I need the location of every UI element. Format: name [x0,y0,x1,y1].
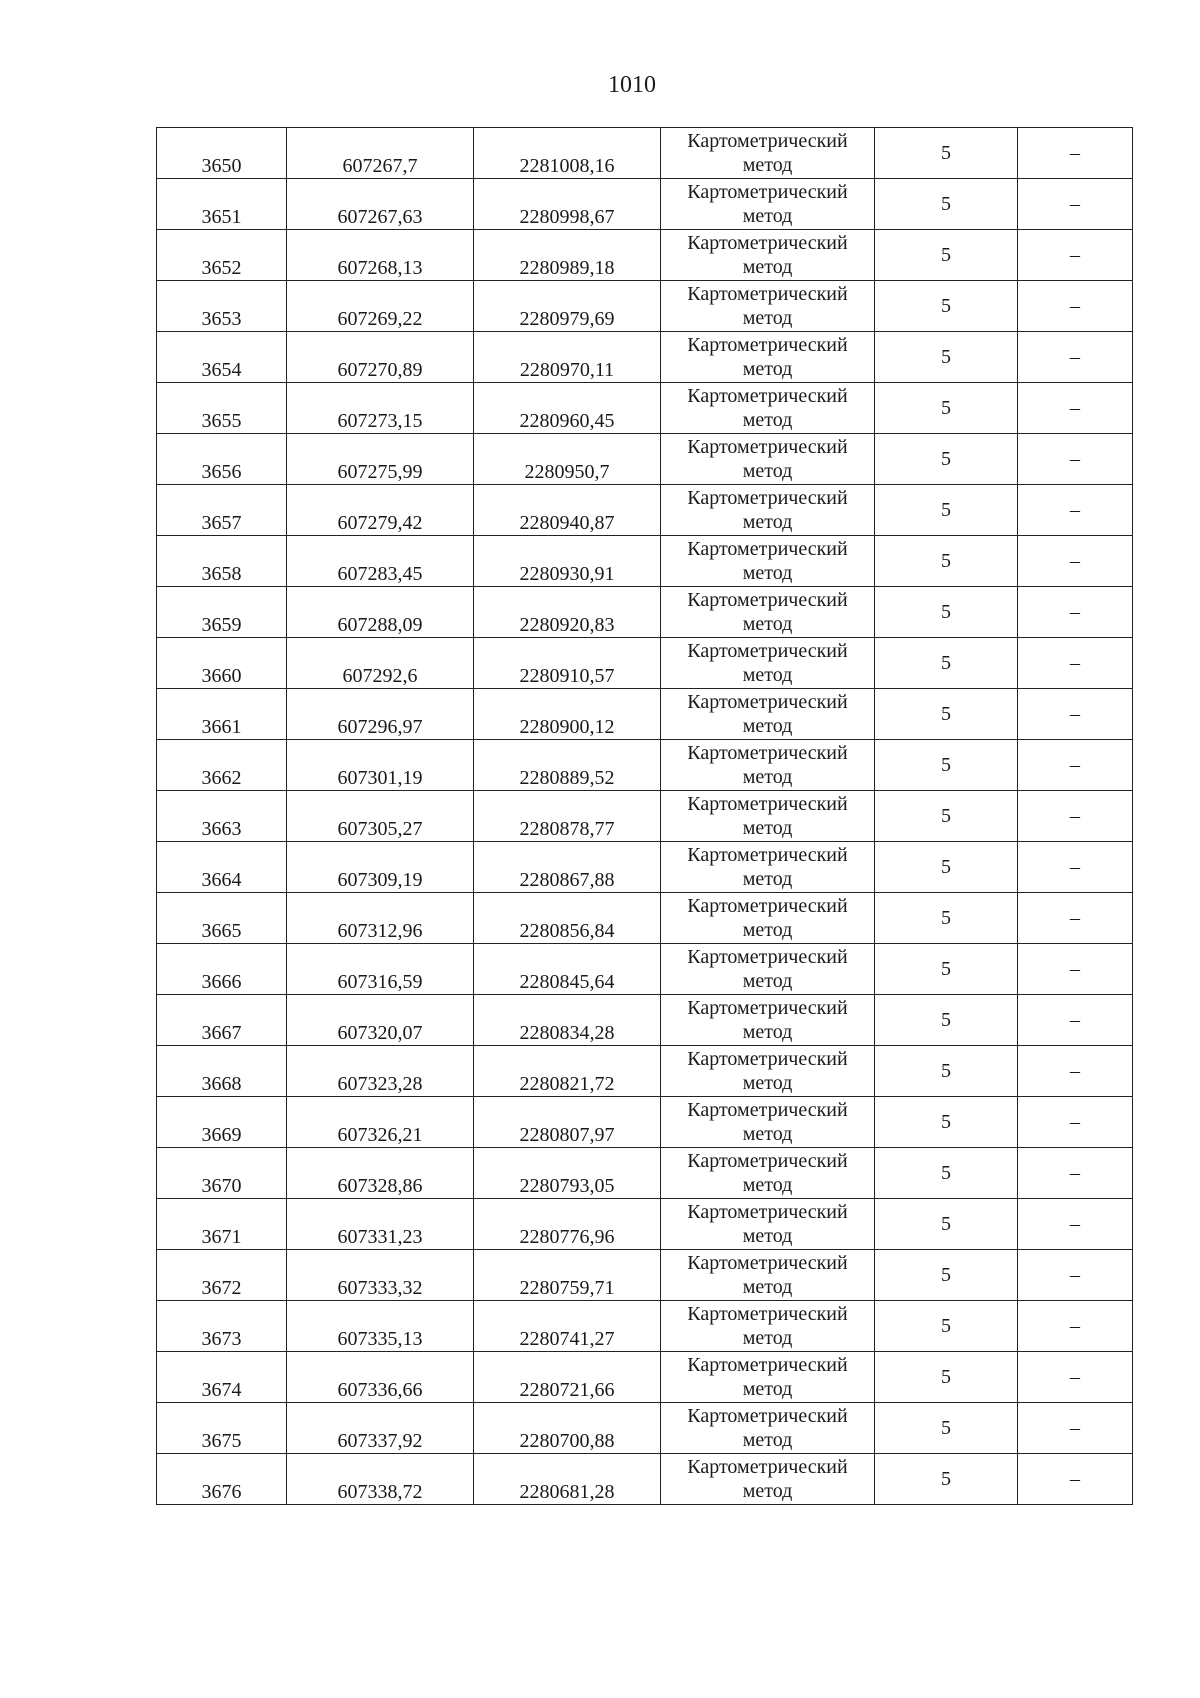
point-number-cell: 3661 [157,689,287,740]
method-line-2: метод [742,154,793,176]
method-line-2: метод [742,970,793,992]
table-row [157,689,1133,740]
method-cell [661,128,875,179]
coordinates-table-body [157,128,1133,1505]
point-number-cell: 3658 [157,536,287,587]
x-coordinate-cell: 607336,66 [287,1352,474,1403]
y-coordinate-cell: 2280821,72 [474,1046,661,1097]
x-coordinate-cell: 607331,23 [287,1199,474,1250]
y-coordinate-cell: 2280940,87 [474,485,661,536]
method-cell [661,434,875,485]
y-coordinate-cell: 2280889,52 [474,740,661,791]
method-line-2: метод [742,715,793,737]
accuracy-cell: 5 [875,332,1018,383]
accuracy-cell: 5 [875,434,1018,485]
table-row [157,1301,1133,1352]
method-cell [661,1301,875,1352]
x-coordinate-cell: 607320,07 [287,995,474,1046]
y-coordinate-cell: 2280910,57 [474,638,661,689]
point-number-cell: 3673 [157,1301,287,1352]
y-coordinate-cell: 2280970,11 [474,332,661,383]
x-coordinate-cell: 607296,97 [287,689,474,740]
x-coordinate-cell: 607270,89 [287,332,474,383]
y-coordinate-cell: 2281008,16 [474,128,661,179]
point-number-cell: 3660 [157,638,287,689]
method-cell [661,1250,875,1301]
point-number-cell: 3671 [157,1199,287,1250]
method-cell [661,536,875,587]
note-cell: – [1018,1454,1133,1505]
method-line-1: Картометрический [687,997,848,1019]
method-cell [661,485,875,536]
method-line-1: Картометрический [687,283,848,305]
x-coordinate-cell: 607273,15 [287,383,474,434]
note-cell: – [1018,281,1133,332]
table-row [157,1352,1133,1403]
method-line-1: Картометрический [687,232,848,254]
y-coordinate-cell: 2280960,45 [474,383,661,434]
point-number-cell: 3651 [157,179,287,230]
point-number-cell: 3657 [157,485,287,536]
note-cell: – [1018,230,1133,281]
method-line-1: Картометрический [687,1099,848,1121]
method-line-2: метод [742,460,793,482]
note-cell: – [1018,638,1133,689]
note-cell: – [1018,1301,1133,1352]
method-line-1: Картометрический [687,1405,848,1427]
x-coordinate-cell: 607305,27 [287,791,474,842]
accuracy-cell: 5 [875,689,1018,740]
method-line-2: метод [742,1123,793,1145]
method-line-2: метод [742,205,793,227]
accuracy-cell: 5 [875,1250,1018,1301]
table-row [157,281,1133,332]
x-coordinate-cell: 607309,19 [287,842,474,893]
note-cell: – [1018,842,1133,893]
method-line-2: метод [742,1021,793,1043]
accuracy-cell: 5 [875,485,1018,536]
method-line-1: Картометрический [687,1201,848,1223]
accuracy-cell: 5 [875,791,1018,842]
method-cell [661,1097,875,1148]
accuracy-cell: 5 [875,1199,1018,1250]
note-cell: – [1018,689,1133,740]
table-row [157,1250,1133,1301]
accuracy-cell: 5 [875,1148,1018,1199]
method-line-1: Картометрический [687,1303,848,1325]
method-line-2: метод [742,664,793,686]
accuracy-cell: 5 [875,179,1018,230]
y-coordinate-cell: 2280920,83 [474,587,661,638]
note-cell: – [1018,791,1133,842]
method-cell [661,689,875,740]
method-line-1: Картометрический [687,487,848,509]
accuracy-cell: 5 [875,1352,1018,1403]
y-coordinate-cell: 2280878,77 [474,791,661,842]
note-cell: – [1018,1097,1133,1148]
accuracy-cell: 5 [875,383,1018,434]
table-row [157,1454,1133,1505]
accuracy-cell: 5 [875,1403,1018,1454]
method-cell [661,791,875,842]
method-cell [661,842,875,893]
accuracy-cell: 5 [875,536,1018,587]
note-cell: – [1018,485,1133,536]
table-row [157,740,1133,791]
note-cell: – [1018,893,1133,944]
note-cell: – [1018,332,1133,383]
point-number-cell: 3669 [157,1097,287,1148]
point-number-cell: 3668 [157,1046,287,1097]
method-cell [661,638,875,689]
method-line-2: метод [742,868,793,890]
method-line-2: метод [742,256,793,278]
method-cell [661,995,875,1046]
y-coordinate-cell: 2280834,28 [474,995,661,1046]
x-coordinate-cell: 607269,22 [287,281,474,332]
method-line-2: метод [742,562,793,584]
method-cell [661,383,875,434]
table-row [157,434,1133,485]
method-cell [661,230,875,281]
table-row [157,995,1133,1046]
method-cell [661,1199,875,1250]
point-number-cell: 3656 [157,434,287,485]
method-line-2: метод [742,1480,793,1502]
y-coordinate-cell: 2280700,88 [474,1403,661,1454]
method-line-2: метод [742,1276,793,1298]
method-cell [661,1403,875,1454]
x-coordinate-cell: 607326,21 [287,1097,474,1148]
point-number-cell: 3675 [157,1403,287,1454]
point-number-cell: 3664 [157,842,287,893]
method-line-1: Картометрический [687,844,848,866]
note-cell: – [1018,536,1133,587]
note-cell: – [1018,1403,1133,1454]
method-line-1: Картометрический [687,538,848,560]
accuracy-cell: 5 [875,893,1018,944]
table-row [157,485,1133,536]
note-cell: – [1018,434,1133,485]
method-cell [661,1046,875,1097]
x-coordinate-cell: 607268,13 [287,230,474,281]
x-coordinate-cell: 607279,42 [287,485,474,536]
point-number-cell: 3667 [157,995,287,1046]
point-number-cell: 3663 [157,791,287,842]
note-cell: – [1018,1352,1133,1403]
table-row [157,383,1133,434]
method-line-1: Картометрический [687,1048,848,1070]
x-coordinate-cell: 607335,13 [287,1301,474,1352]
table-row [157,791,1133,842]
point-number-cell: 3670 [157,1148,287,1199]
x-coordinate-cell: 607312,96 [287,893,474,944]
method-line-2: метод [742,1174,793,1196]
y-coordinate-cell: 2280930,91 [474,536,661,587]
note-cell: – [1018,587,1133,638]
method-cell [661,1352,875,1403]
method-line-2: метод [742,511,793,533]
method-line-2: метод [742,307,793,329]
method-line-1: Картометрический [687,946,848,968]
y-coordinate-cell: 2280989,18 [474,230,661,281]
x-coordinate-cell: 607267,7 [287,128,474,179]
point-number-cell: 3674 [157,1352,287,1403]
method-cell [661,179,875,230]
table-row [157,1403,1133,1454]
x-coordinate-cell: 607275,99 [287,434,474,485]
table-row [157,230,1133,281]
method-line-2: метод [742,817,793,839]
method-line-2: метод [742,1072,793,1094]
y-coordinate-cell: 2280979,69 [474,281,661,332]
method-line-1: Картометрический [687,895,848,917]
accuracy-cell: 5 [875,230,1018,281]
x-coordinate-cell: 607337,92 [287,1403,474,1454]
method-cell [661,332,875,383]
method-cell [661,1148,875,1199]
x-coordinate-cell: 607288,09 [287,587,474,638]
method-cell [661,893,875,944]
note-cell: – [1018,944,1133,995]
point-number-cell: 3662 [157,740,287,791]
x-coordinate-cell: 607328,86 [287,1148,474,1199]
y-coordinate-cell: 2280793,05 [474,1148,661,1199]
point-number-cell: 3653 [157,281,287,332]
point-number-cell: 3650 [157,128,287,179]
point-number-cell: 3659 [157,587,287,638]
point-number-cell: 3652 [157,230,287,281]
note-cell: – [1018,1046,1133,1097]
method-line-2: метод [742,613,793,635]
y-coordinate-cell: 2280867,88 [474,842,661,893]
x-coordinate-cell: 607292,6 [287,638,474,689]
y-coordinate-cell: 2280856,84 [474,893,661,944]
table-row [157,893,1133,944]
point-number-cell: 3676 [157,1454,287,1505]
method-cell [661,281,875,332]
x-coordinate-cell: 607267,63 [287,179,474,230]
accuracy-cell: 5 [875,740,1018,791]
method-line-1: Картометрический [687,181,848,203]
y-coordinate-cell: 2280776,96 [474,1199,661,1250]
table-row [157,332,1133,383]
y-coordinate-cell: 2280845,64 [474,944,661,995]
x-coordinate-cell: 607316,59 [287,944,474,995]
y-coordinate-cell: 2280900,12 [474,689,661,740]
page-number: 1010 [608,72,656,98]
table-row [157,944,1133,995]
coordinates-table [156,127,1133,1505]
table-row [157,536,1133,587]
method-line-2: метод [742,919,793,941]
point-number-cell: 3665 [157,893,287,944]
table-row [157,842,1133,893]
y-coordinate-cell: 2280741,27 [474,1301,661,1352]
method-line-2: метод [742,766,793,788]
x-coordinate-cell: 607323,28 [287,1046,474,1097]
y-coordinate-cell: 2280681,28 [474,1454,661,1505]
accuracy-cell: 5 [875,944,1018,995]
note-cell: – [1018,383,1133,434]
accuracy-cell: 5 [875,128,1018,179]
table-row [157,1148,1133,1199]
x-coordinate-cell: 607283,45 [287,536,474,587]
y-coordinate-cell: 2280950,7 [474,434,661,485]
method-line-1: Картометрический [687,130,848,152]
point-number-cell: 3654 [157,332,287,383]
method-line-1: Картометрический [687,1354,848,1376]
note-cell: – [1018,995,1133,1046]
method-line-1: Картометрический [687,334,848,356]
accuracy-cell: 5 [875,638,1018,689]
point-number-cell: 3666 [157,944,287,995]
table-row [157,1199,1133,1250]
method-line-1: Картометрический [687,1150,848,1172]
method-line-1: Картометрический [687,742,848,764]
method-cell [661,1454,875,1505]
method-line-1: Картометрический [687,385,848,407]
table-row [157,1046,1133,1097]
method-line-1: Картометрический [687,793,848,815]
accuracy-cell: 5 [875,1454,1018,1505]
note-cell: – [1018,1250,1133,1301]
method-cell [661,740,875,791]
table-row [157,638,1133,689]
accuracy-cell: 5 [875,587,1018,638]
accuracy-cell: 5 [875,842,1018,893]
x-coordinate-cell: 607333,32 [287,1250,474,1301]
method-cell [661,944,875,995]
method-line-1: Картометрический [687,589,848,611]
table-row [157,179,1133,230]
method-line-2: метод [742,1225,793,1247]
point-number-cell: 3655 [157,383,287,434]
method-line-1: Картометрический [687,640,848,662]
x-coordinate-cell: 607338,72 [287,1454,474,1505]
point-number-cell: 3672 [157,1250,287,1301]
method-line-2: метод [742,1327,793,1349]
accuracy-cell: 5 [875,1301,1018,1352]
method-line-1: Картометрический [687,436,848,458]
accuracy-cell: 5 [875,995,1018,1046]
method-line-2: метод [742,1378,793,1400]
note-cell: – [1018,740,1133,791]
accuracy-cell: 5 [875,1097,1018,1148]
y-coordinate-cell: 2280998,67 [474,179,661,230]
method-line-1: Картометрический [687,1456,848,1478]
table-row [157,128,1133,179]
method-line-2: метод [742,358,793,380]
y-coordinate-cell: 2280807,97 [474,1097,661,1148]
x-coordinate-cell: 607301,19 [287,740,474,791]
method-line-2: метод [742,409,793,431]
table-row [157,587,1133,638]
note-cell: – [1018,1199,1133,1250]
note-cell: – [1018,128,1133,179]
y-coordinate-cell: 2280721,66 [474,1352,661,1403]
accuracy-cell: 5 [875,281,1018,332]
method-line-1: Картометрический [687,691,848,713]
method-line-1: Картометрический [687,1252,848,1274]
method-line-2: метод [742,1429,793,1451]
table-row [157,1097,1133,1148]
note-cell: – [1018,1148,1133,1199]
accuracy-cell: 5 [875,1046,1018,1097]
method-cell [661,587,875,638]
y-coordinate-cell: 2280759,71 [474,1250,661,1301]
note-cell: – [1018,179,1133,230]
